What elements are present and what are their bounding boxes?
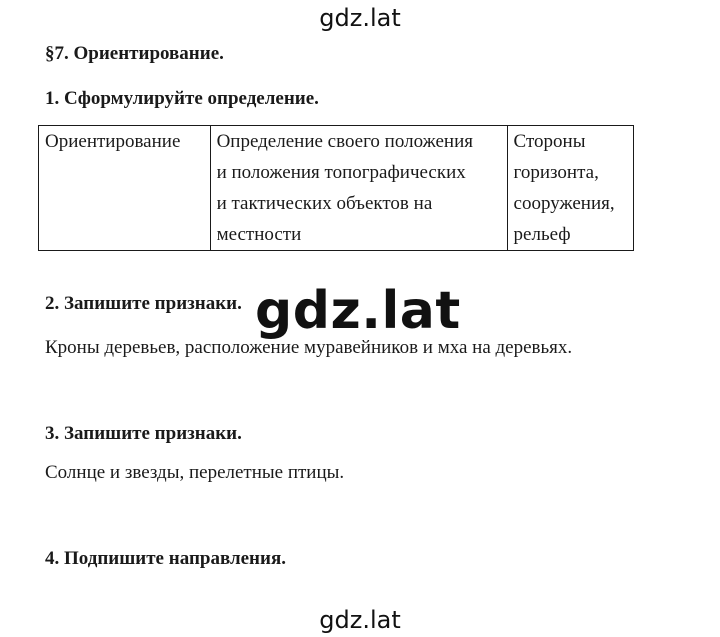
term-text: Ориентирование	[45, 131, 181, 152]
task-2-answer: Кроны деревьев, расположение муравейников и мха на деревьях.	[45, 337, 573, 358]
task-2-heading: 2. Запишите признаки.	[45, 293, 242, 314]
watermark-middle: gdz.lat	[255, 281, 461, 341]
relative-to-line: рельеф	[513, 224, 571, 245]
task-1-heading: 1. Сформулируйте определение.	[45, 88, 319, 109]
definition-line: и тактических объектов на	[216, 193, 433, 214]
task-3-heading: 3. Запишите признаки.	[45, 423, 242, 444]
definition-line: и положения топографических	[216, 162, 466, 183]
section-title: §7. Ориентирование.	[45, 43, 224, 64]
relative-to-line: сооружения,	[513, 193, 615, 214]
definition-cell	[210, 126, 507, 251]
definition-line: местности	[216, 224, 302, 245]
relative-to-cell	[507, 126, 633, 251]
relative-to-line: Стороны	[513, 131, 586, 152]
task-3-answer: Солнце и звезды, перелетные птицы.	[45, 462, 345, 483]
watermark-bottom: gdz.lat	[319, 606, 401, 634]
task-4-heading: 4. Подпишите направления.	[45, 548, 286, 569]
relative-to-line: горизонта,	[513, 162, 599, 183]
definition-line: Определение своего положения	[216, 131, 473, 152]
watermark-top: gdz.lat	[319, 4, 401, 32]
term-cell	[39, 126, 211, 251]
definition-table	[38, 125, 634, 251]
table-row	[39, 126, 634, 251]
